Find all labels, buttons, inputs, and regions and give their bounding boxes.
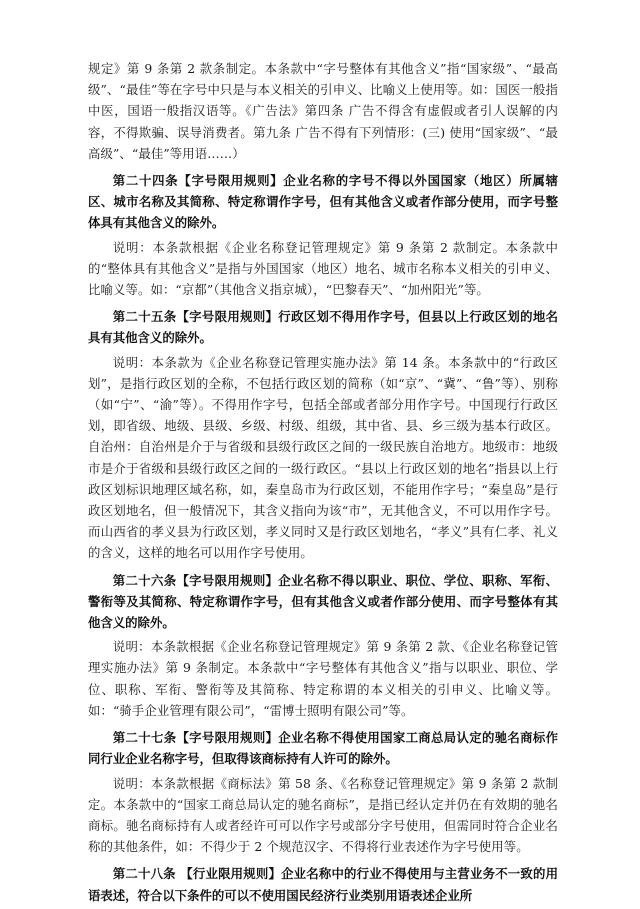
article-25-note: 说明：本条款为《企业名称登记管理实施办法》第 14 条。本条款中的“行政区划”，是指行政区划的全称，不包括行政区划的简称（如“京”、“冀”、“鲁”等）、别称（如“宁”、“渝”等）。不得用作字号，包括全部或者部分用作字号。中国现行行政区划，即省级、地级、县级、乡级、村级、组级，其中省、县、乡三级为基本行政区。自治州：自治州是介于与省级和县级行政区之间的一级民族自治地方。地级市：地级市是介于省级和县级行政区之间的一级行政区。“县以上行政区划的地名”指县以上行政区划标识地理区域名称，如，秦皇岛市为行政区划，不能用作字号；“秦皇岛”是行政区划地名，但一般情况下，其含义指向为该“市”，无其他含义，不可以用作字号。而山西省的孝义县为行政区划，孝义同时又是行政区划地名，“孝义”具有仁孝、礼义的含义，这样的地名可以用作字号使用。	[88, 354, 558, 561]
document-body	[88, 58, 558, 909]
article-26-note: 说明：本条款根据《企业名称登记管理规定》第 9 条第 2 款、《企业名称登记管理实施办法》第 9 条制定。本条款中“字号整体有其他含义”指与以职业、职位、学位、职称、军衔、警衔等及其简称、特定称谓的本义相关的引申义、比喻义等。如：“骑手企业管理有限公司”，“雷博士照明有限公司”等。	[88, 639, 558, 718]
article-24-note: 说明：本条款根据《企业名称登记管理规定》第 9 条第 2 款制定。本条款中的“整体具有其他含义”是指与外国国家（地区）地名、城市名称本义相关的引申义、比喻义等。如：“京都”（其他含义指京城），“巴黎春天”、“加州阳光”等。	[88, 239, 558, 298]
article-26-heading: 第二十六条【字号限用规则】企业名称不得以职业、职位、学位、职称、军衔、警衔等及其简称、特定称谓作字号，但有其他含义或者作部分使用、而字号整体有其他含义的除外。	[88, 572, 558, 631]
article-24-heading: 第二十四条【字号限用规则】企业名称的字号不得以外国国家（地区）所属辖区、城市名称及其简称、特定称谓作字号，但有其他含义或者作部分使用，而字号整体具有其他含义的除外。	[88, 173, 558, 231]
article-25-heading: 第二十五条【字号限用规则】行政区划不得用作字号，但县以上行政区划的地名具有其他含义的除外。	[88, 309, 558, 346]
paragraph-continuation: 规定》第 9 条第 2 款条制定。本条款中“字号整体有其他含义”指“国家级”、“最高级”、“最佳”等在字号中只是与本义相关的引申义、比喻义上使用等。如：国医一般指中医，国语一般指汉语等。《广告法》第四条 广告不得含有虚假或者引人误解的内容，不得欺骗、误导消费者。第九条 广告不得有下列情形：(三) 使用“国家级”、“最高级”、“最佳”等用语……）	[88, 61, 558, 161]
article-27-heading: 第二十七条【字号限用规则】企业名称不得使用国家工商总局认定的驰名商标作同行业企业名称字号，但取得该商标持有人许可的除外。	[88, 730, 558, 767]
article-27-note: 说明：本条款根据《商标法》第 58 条、《名称登记管理规定》第 9 条第 2 款制定。本条款中的“国家工商总局认定的驰名商标”，是指已经认定并仍在有效期的驰名商标。驰名商标持有人或者经许可可以作字号或部分字号使用，但需同时符合企业名称的其他条件，如：不得少于 2 个规范汉字、不得将行业表述作为字号使用等。	[88, 775, 558, 855]
article-28-heading: 第二十八条 【行业限用规则】企业名称中的行业不得使用与主营业务不一致的用语表述，符合以下条件的可以不使用国民经济行业类别用语表述企业所	[88, 866, 558, 903]
